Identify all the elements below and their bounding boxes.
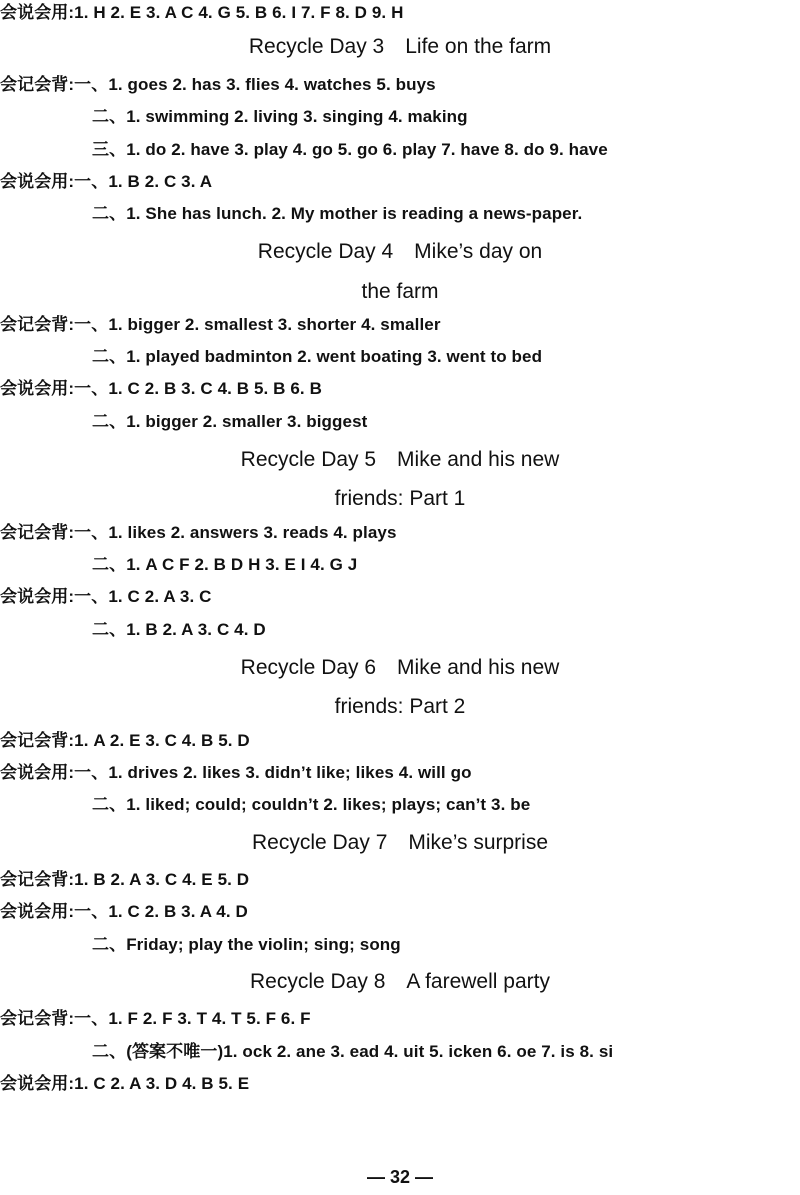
answer-line: 会说会用:1. C 2. A 3. D 4. B 5. E: [0, 1074, 250, 1093]
answer-line: 会说会用:一、1. B 2. C 3. A: [0, 172, 213, 191]
answer-line: 会说会用:一、1. C 2. B 3. A 4. D: [0, 902, 248, 921]
answer-line: 会记会背:1. B 2. A 3. C 4. E 5. D: [0, 870, 250, 889]
answer-line: 二、Friday; play the violin; sing; song: [92, 935, 401, 954]
answer-line: 会说会用:1. H 2. E 3. A C 4. G 5. B 6. I 7. F 8. D 9. H: [0, 3, 404, 22]
section-heading: Recycle Day 4 Mike’s day on: [257, 240, 543, 263]
answer-line: 会说会用:一、1. drives 2. likes 3. didn’t like; likes 4. will go: [0, 763, 472, 782]
answer-line: 会说会用:一、1. C 2. B 3. C 4. B 5. B 6. B: [0, 379, 322, 398]
answer-line: 会记会背:一、1. likes 2. answers 3. reads 4. plays: [0, 523, 397, 542]
answer-line: 二、1. played badminton 2. went boating 3. went to bed: [92, 347, 543, 366]
section-heading: Recycle Day 3 Life on the farm: [248, 35, 552, 58]
answer-line: 会记会背:一、1. F 2. F 3. T 4. T 5. F 6. F: [0, 1009, 311, 1028]
page-number: — 32 —: [366, 1167, 434, 1187]
section-heading: Recycle Day 8 A farewell party: [250, 970, 550, 993]
answer-line: 二、1. liked; could; couldn’t 2. likes; plays; can’t 3. be: [92, 795, 531, 814]
answer-line: 会记会背:一、1. bigger 2. smallest 3. shorter 4. smaller: [0, 315, 441, 334]
section-heading: Recycle Day 7 Mike’s surprise: [251, 831, 549, 854]
answer-line: 二、1. bigger 2. smaller 3. biggest: [92, 412, 368, 431]
answer-line: 二、1. swimming 2. living 3. singing 4. making: [92, 107, 468, 126]
answer-line: 二、1. She has lunch. 2. My mother is reading a news-paper.: [92, 204, 583, 223]
answer-line: 会记会背:一、1. goes 2. has 3. flies 4. watches 5. buys: [0, 75, 436, 94]
answer-line: 二、1. A C F 2. B D H 3. E I 4. G J: [92, 555, 358, 574]
section-heading: Recycle Day 6 Mike and his new: [240, 656, 560, 679]
answer-line: 会记会背:1. A 2. E 3. C 4. B 5. D: [0, 731, 250, 750]
answer-line: 二、1. B 2. A 3. C 4. D: [92, 620, 266, 639]
section-heading: the farm: [361, 280, 439, 303]
answer-line: 三、1. do 2. have 3. play 4. go 5. go 6. play 7. have 8. do 9. have: [92, 140, 608, 159]
answer-line: 会说会用:一、1. C 2. A 3. C: [0, 587, 212, 606]
section-heading: Recycle Day 5 Mike and his new: [240, 448, 560, 471]
section-heading: friends: Part 1: [334, 487, 466, 510]
section-heading: friends: Part 2: [334, 695, 466, 718]
answer-line: 二、(答案不唯一)1. ock 2. ane 3. ead 4. uit 5. icken 6. oe 7. is 8. si: [92, 1042, 614, 1061]
